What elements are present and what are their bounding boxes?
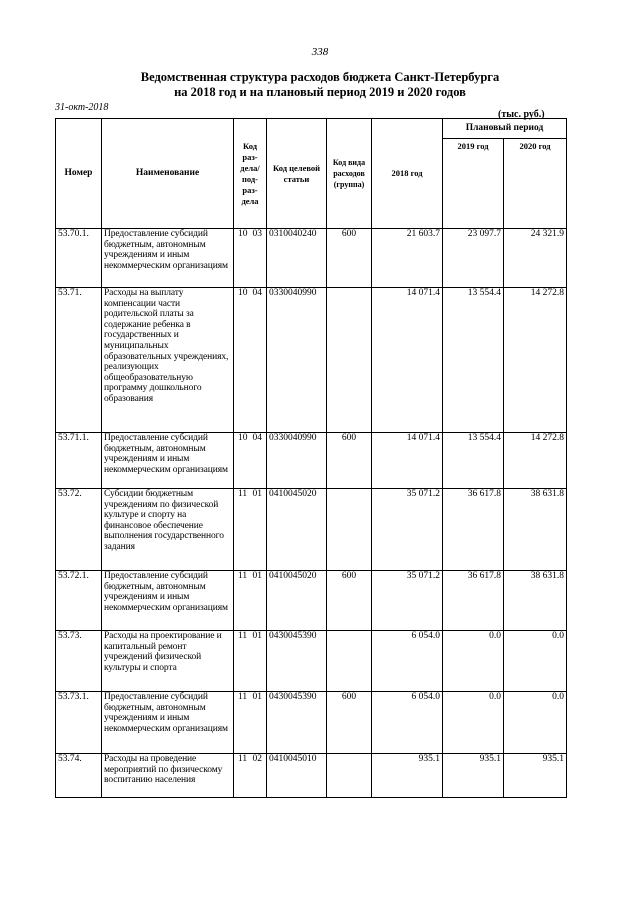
- row-section: 10: [238, 288, 248, 298]
- row-value-2018: 21 603.7: [372, 229, 443, 288]
- row-number: 53.71.: [56, 288, 102, 433]
- row-value-2019: 36 617.8: [443, 571, 504, 631]
- document-title: [0, 70, 640, 100]
- row-section: 11: [238, 571, 248, 581]
- row-name: Расходы на проведение мероприятий по физическому воспитанию населения: [102, 754, 234, 798]
- row-name: Предоставление субсидий бюджетным, автономным учреждениям и иным некоммерческим организациям: [102, 571, 234, 631]
- row-section-code: [234, 571, 267, 631]
- row-subsection: 01: [252, 571, 262, 581]
- row-name: Предоставление субсидий бюджетным, автономным учреждениям и иным некоммерческим организациям: [102, 433, 234, 489]
- header-year-2019: 2019 год: [443, 139, 504, 229]
- row-expense-type: 600: [327, 229, 372, 288]
- header-year-2020: 2020 год: [504, 139, 567, 229]
- table-row: [56, 433, 567, 489]
- row-value-2020: 38 631.8: [504, 571, 567, 631]
- row-value-2020: 14 272.8: [504, 433, 567, 489]
- row-expense-type: [327, 489, 372, 571]
- row-section-code: [234, 754, 267, 798]
- row-number: 53.70.1.: [56, 229, 102, 288]
- row-value-2020: 0.0: [504, 631, 567, 692]
- row-section: 11: [238, 489, 248, 499]
- row-value-2020: 0.0: [504, 692, 567, 754]
- row-number: 53.73.1.: [56, 692, 102, 754]
- row-expense-type: [327, 754, 372, 798]
- table-row: [56, 288, 567, 433]
- row-value-2018: 35 071.2: [372, 571, 443, 631]
- row-value-2020: 14 272.8: [504, 288, 567, 433]
- header-expense-type-code: Код вида расходов (группа): [327, 119, 372, 229]
- row-section-code: [234, 433, 267, 489]
- row-number: 53.74.: [56, 754, 102, 798]
- row-subsection: 04: [252, 433, 262, 443]
- row-value-2018: 935.1: [372, 754, 443, 798]
- row-section-code: [234, 631, 267, 692]
- row-name: Субсидии бюджетным учреждениям по физической культуре и спорту на финансовое обеспечение выполнения государственного задания: [102, 489, 234, 571]
- row-section: 11: [238, 754, 248, 764]
- units-label: (тыс. руб.): [498, 109, 545, 120]
- row-subsection: 01: [252, 631, 262, 641]
- row-expense-type: 600: [327, 571, 372, 631]
- header-year-2018: 2018 год: [372, 119, 443, 229]
- row-section: 10: [238, 229, 248, 239]
- row-target-code: 0430045390: [267, 692, 327, 754]
- row-section: 11: [238, 692, 248, 702]
- title-line-2: на 2018 год и на плановый период 2019 и 2020 годов: [174, 85, 466, 99]
- row-value-2019: 13 554.4: [443, 288, 504, 433]
- title-line-1: Ведомственная структура расходов бюджета Санкт-Петербурга: [140, 70, 500, 84]
- row-target-code: 0310040240: [267, 229, 327, 288]
- header-number: Номер: [56, 119, 102, 229]
- row-subsection: 04: [252, 288, 262, 298]
- row-name: Расходы на выплату компенсации части родительской платы за содержание ребенка в государственных и муниципальных образовательных учреждениях, реализующих общеобразовательную программу дошкольного образования: [102, 288, 234, 433]
- row-target-code: 0330040990: [267, 433, 327, 489]
- row-section: 11: [238, 631, 248, 641]
- table-row: [56, 631, 567, 692]
- row-section-code: [234, 229, 267, 288]
- row-expense-type: [327, 288, 372, 433]
- row-expense-type: [327, 631, 372, 692]
- document-date: 31-окт-2018: [55, 102, 109, 113]
- row-value-2019: 0.0: [443, 631, 504, 692]
- header-name: Наименование: [102, 119, 234, 229]
- row-value-2020: 38 631.8: [504, 489, 567, 571]
- row-number: 53.72.: [56, 489, 102, 571]
- table-row: [56, 571, 567, 631]
- row-section-code: [234, 489, 267, 571]
- row-subsection: 02: [252, 754, 262, 764]
- row-name: Предоставление субсидий бюджетным, автономным учреждениям и иным некоммерческим организациям: [102, 692, 234, 754]
- table-row: [56, 229, 567, 288]
- row-target-code: 0430045390: [267, 631, 327, 692]
- row-number: 53.72.1.: [56, 571, 102, 631]
- row-value-2018: 35 071.2: [372, 489, 443, 571]
- row-expense-type: 600: [327, 692, 372, 754]
- row-subsection: 01: [252, 692, 262, 702]
- budget-table: [55, 118, 567, 798]
- row-target-code: 0330040990: [267, 288, 327, 433]
- row-number: 53.71.1.: [56, 433, 102, 489]
- row-value-2019: 0.0: [443, 692, 504, 754]
- row-value-2020: 24 321.9: [504, 229, 567, 288]
- page-number: 338: [311, 46, 329, 58]
- row-subsection: 03: [252, 229, 262, 239]
- header-target-code: Код целевой статьи: [267, 119, 327, 229]
- row-section-code: [234, 692, 267, 754]
- row-target-code: 0410045020: [267, 571, 327, 631]
- row-expense-type: 600: [327, 433, 372, 489]
- row-value-2018: 6 054.0: [372, 631, 443, 692]
- row-section-code: [234, 288, 267, 433]
- table-row: [56, 754, 567, 798]
- table-row: [56, 692, 567, 754]
- row-value-2019: 13 554.4: [443, 433, 504, 489]
- row-target-code: 0410045010: [267, 754, 327, 798]
- row-value-2018: 14 071.4: [372, 288, 443, 433]
- row-name: Расходы на проектирование и капитальный ремонт учреждений физической культуры и спорта: [102, 631, 234, 692]
- row-section: 10: [238, 433, 248, 443]
- row-value-2020: 935.1: [504, 754, 567, 798]
- row-name: Предоставление субсидий бюджетным, автономным учреждениям и иным некоммерческим организациям: [102, 229, 234, 288]
- row-value-2019: 935.1: [443, 754, 504, 798]
- row-value-2018: 6 054.0: [372, 692, 443, 754]
- row-value-2018: 14 071.4: [372, 433, 443, 489]
- header-planned-period: Плановый период: [443, 119, 567, 139]
- row-target-code: 0410045020: [267, 489, 327, 571]
- row-value-2019: 36 617.8: [443, 489, 504, 571]
- header-section-code: Код раз- дела/ под- раз- дела: [234, 119, 267, 229]
- row-value-2019: 23 097.7: [443, 229, 504, 288]
- row-subsection: 01: [252, 489, 262, 499]
- row-number: 53.73.: [56, 631, 102, 692]
- table-row: [56, 489, 567, 571]
